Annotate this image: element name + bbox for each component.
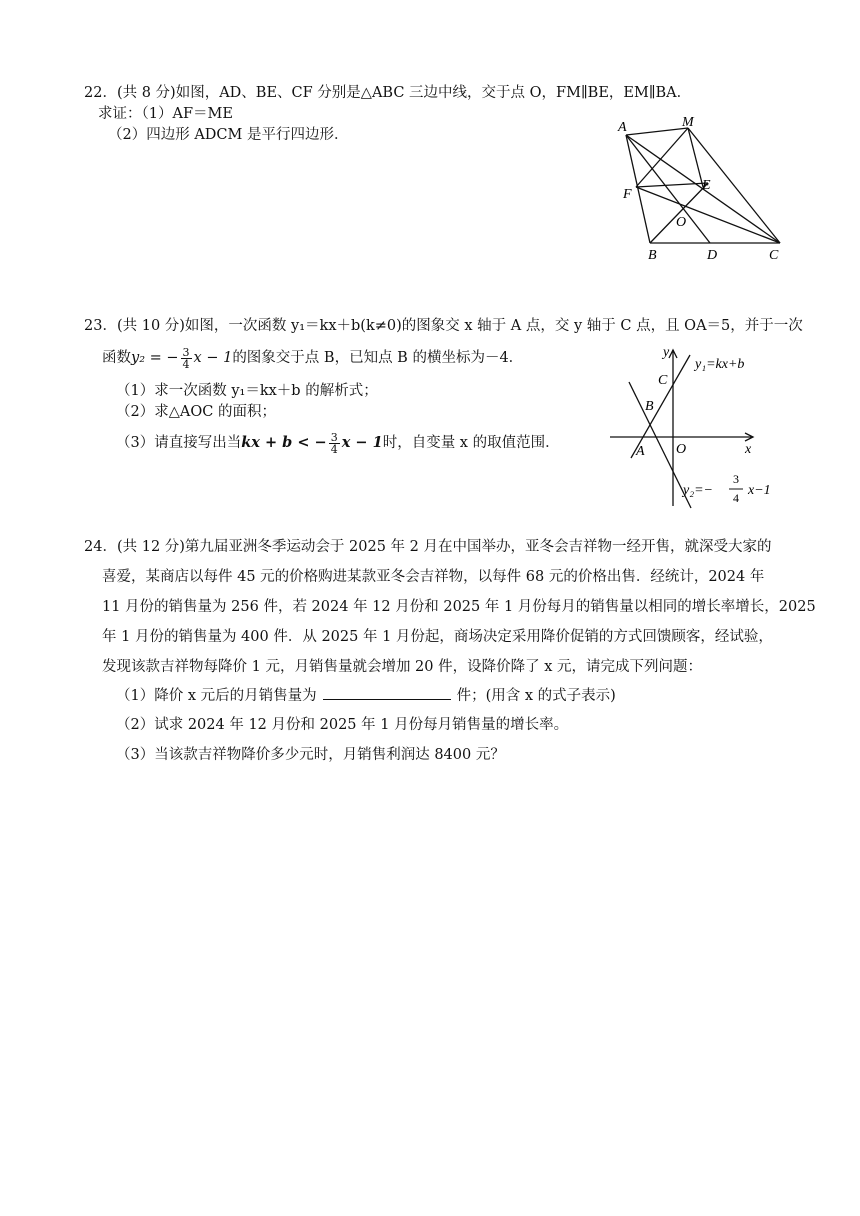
q23-part2: （2）求△AOC 的面积； [116,404,276,420]
line2-den: 4 [733,491,739,505]
label-E: E [702,178,711,193]
q22-stem: 22．(共 8 分)如图，AD、BE、CF 分别是△ABC 三边中线，交于点 O，FM∥BE，EM∥BA． [84,85,692,101]
q24-line5: 发现该款吉祥物每降价 1 元，月销售量就会增加 20 件，设降价降了 x 元，请完成下列问题： [102,659,703,675]
q24-line1: 24．(共 12 分)第九届亚洲冬季运动会于 2025 年 2 月在中国举办，亚冬会吉祥物一经开售，就深受大家的 [84,539,772,555]
q23-figure [605,340,805,510]
point-B: B [645,399,654,414]
line2-suffix: x−1 [748,483,771,498]
y-axis-label: y [663,345,670,360]
label-A: A [618,120,627,135]
label-O: O [676,215,687,230]
q23-stem-a: 23．(共 10 分)如图，一次函数 y₁＝kx＋b(k≠0)的图象交 x 轴于 A 点，交 y 轴于 C 点，且 OA＝5，并于一次 [84,318,803,334]
label-F: F [623,187,632,202]
x-axis-label: x [745,442,752,457]
line2-num: 3 [733,472,739,486]
label-D: D [707,248,718,263]
q24-line2: 喜爱，某商店以每件 45 元的价格购进某款亚冬会吉祥物，以每件 68 元的价格出售．经统计，2024 年 [102,569,765,585]
q22-figure [610,115,800,265]
fraction-3-4-b: $\frac{3}{4}$ [330,430,338,456]
q24-line3: 11 月份的销售量为 256 件，若 2024 年 12 月份和 2025 年 1 月份每月的销售量以相同的增长率增长，2025 [102,599,816,615]
label-M: M [682,115,694,130]
line1-label: y₁=kx+b [695,357,745,372]
q24-part2: （2）试求 2024 年 12 月份和 2025 年 1 月份每月销售量的增长率。 [116,717,569,733]
label-B: B [648,248,657,263]
answer-blank[interactable] [323,685,451,700]
q24-part1: （1）降价 x 元后的月销售量为 件；(用含 x 的式子表示) [116,685,616,706]
q23-part3: （3）请直接写出当kx + b < − $\frac{3}{4}$ x − 1时，自变量 x 的取值范围． [116,430,560,456]
q24-part3: （3）当该款吉祥物降价多少元时，月销售利润达 8400 元？ [116,747,505,763]
point-A: A [636,444,645,459]
q23-part1: （1）求一次函数 y₁＝kx＋b 的解析式； [116,383,378,399]
fraction-3-4: $\frac{3}{4}$ [182,345,190,371]
point-C: C [658,373,668,388]
q22-part1: 求证：（1）AF＝ME [98,106,233,122]
q23-stem-b: 函数y₂ = − $\frac{3}{4}$ x − 1的图象交于点 B，已知点 B 的横坐标为－4． [102,345,524,371]
q24-line4: 年 1 月份的销售量为 400 件．从 2025 年 1 月份起，商场决定采用降价促销的方式回馈顾客，经试验， [102,629,773,645]
line2-prefix: y₂=− [683,483,713,498]
label-C: C [769,248,779,263]
q22-part2: （2）四边形 ADCM 是平行四边形． [108,127,349,143]
point-O: O [676,442,687,457]
